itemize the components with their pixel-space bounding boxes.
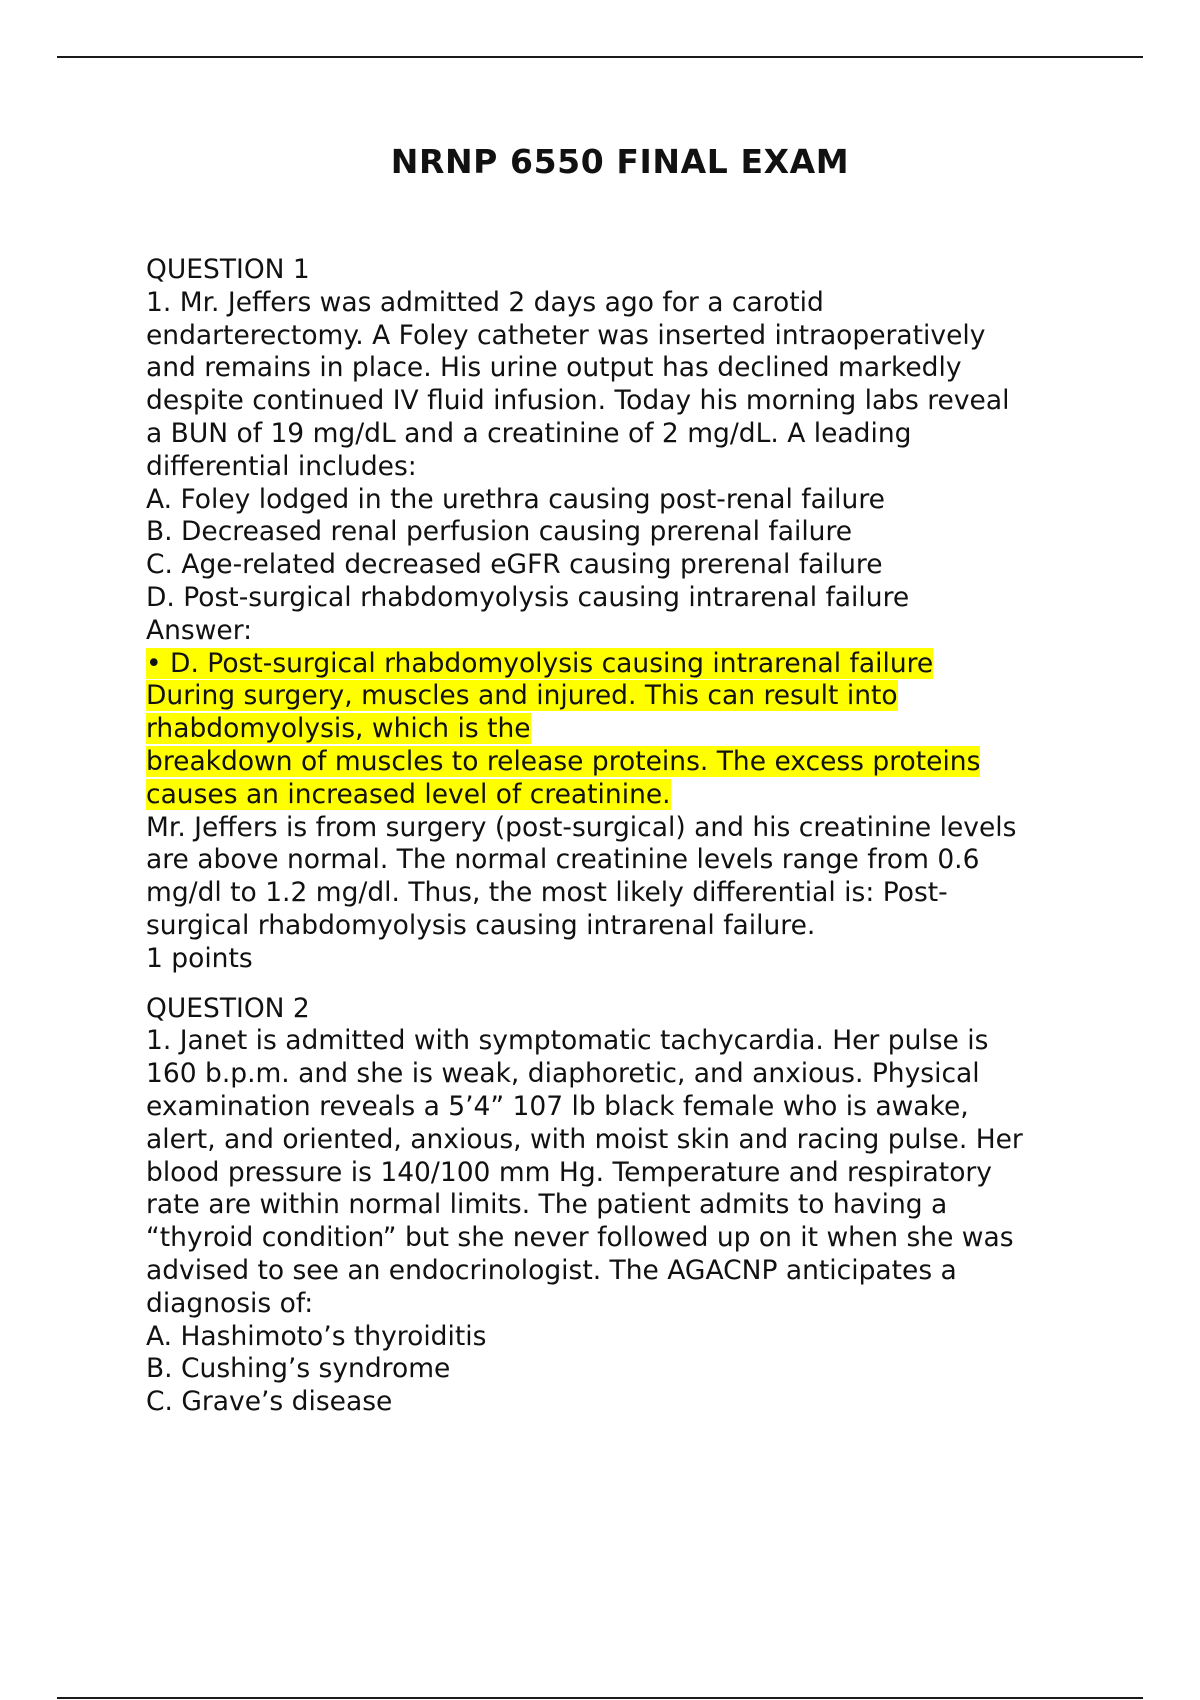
explanation-line: Mr. Jeffers is from surgery (post-surgical) and his creatinine levels xyxy=(146,811,1017,843)
answer-option-b: B. Decreased renal perfusion causing prerenal failure xyxy=(146,516,853,548)
exam-content xyxy=(146,254,1106,1419)
question-stem-line: alert, and oriented, anxious, with moist skin and racing pulse. Her xyxy=(146,1123,1023,1155)
question-stem-line: differential includes: xyxy=(146,450,417,482)
question-1 xyxy=(146,254,1106,976)
question-stem-line: endarterectomy. A Foley catheter was inserted intraoperatively xyxy=(146,319,986,351)
highlighted-answer-line: • D. Post-surgical rhabdomyolysis causing intrarenal failure xyxy=(146,647,934,679)
highlighted-answer-line: During surgery, muscles and injured. This can result into xyxy=(146,680,898,712)
question-stem-line: blood pressure is 140/100 mm Hg. Temperature and respiratory xyxy=(146,1156,992,1188)
highlighted-answer-line: breakdown of muscles to release proteins. The excess proteins xyxy=(146,745,981,777)
top-rule xyxy=(57,56,1143,58)
question-stem-line: 1. Mr. Jeffers was admitted 2 days ago for a carotid xyxy=(146,286,824,318)
answer-option-c: C. Age-related decreased eGFR causing prerenal failure xyxy=(146,549,883,581)
question-2 xyxy=(146,993,1106,1419)
question-stem-line: rate are within normal limits. The patient admits to having a xyxy=(146,1189,948,1221)
question-spacer xyxy=(146,976,1106,993)
question-stem-line: and remains in place. His urine output has declined markedly xyxy=(146,352,962,384)
page-title: NRNP 6550 FINAL EXAM xyxy=(390,142,850,181)
answer-option-a: A. Foley lodged in the urethra causing post-renal failure xyxy=(146,483,885,515)
explanation-line: surgical rhabdomyolysis causing intrarenal failure. xyxy=(146,909,816,941)
question-stem-line: a BUN of 19 mg/dL and a creatinine of 2 mg/dL. A leading xyxy=(146,417,912,449)
question-stem-line: advised to see an endocrinologist. The AGACNP anticipates a xyxy=(146,1254,957,1286)
answer-option-c: C. Grave’s disease xyxy=(146,1386,393,1418)
question-stem-line: 1. Janet is admitted with symptomatic tachycardia. Her pulse is xyxy=(146,1025,989,1057)
question-stem-line: 160 b.p.m. and she is weak, diaphoretic, and anxious. Physical xyxy=(146,1058,980,1090)
highlighted-answer-line: rhabdomyolysis, which is the xyxy=(146,713,531,745)
bottom-rule xyxy=(57,1697,1143,1699)
answer-option-b: B. Cushing’s syndrome xyxy=(146,1353,451,1385)
explanation-line: are above normal. The normal creatinine levels range from 0.6 xyxy=(146,844,980,876)
question-stem-line: diagnosis of: xyxy=(146,1287,314,1319)
question-stem-line: examination reveals a 5’4” 107 lb black female who is awake, xyxy=(146,1090,969,1122)
highlighted-answer-line: causes an increased level of creatinine. xyxy=(146,778,671,810)
question-points: 1 points xyxy=(146,942,253,974)
answer-option-a: A. Hashimoto’s thyroiditis xyxy=(146,1320,487,1352)
explanation-line: mg/dl to 1.2 mg/dl. Thus, the most likely differential is: Post- xyxy=(146,877,948,909)
answer-label: Answer: xyxy=(146,614,253,646)
question-stem-line: despite continued IV fluid infusion. Today his morning labs reveal xyxy=(146,385,1010,417)
question-heading: QUESTION 2 xyxy=(146,992,310,1024)
question-heading: QUESTION 1 xyxy=(146,254,310,285)
question-stem-line: “thyroid condition” but she never followed up on it when she was xyxy=(146,1222,1014,1254)
answer-option-d: D. Post-surgical rhabdomyolysis causing intrarenal failure xyxy=(146,581,910,613)
